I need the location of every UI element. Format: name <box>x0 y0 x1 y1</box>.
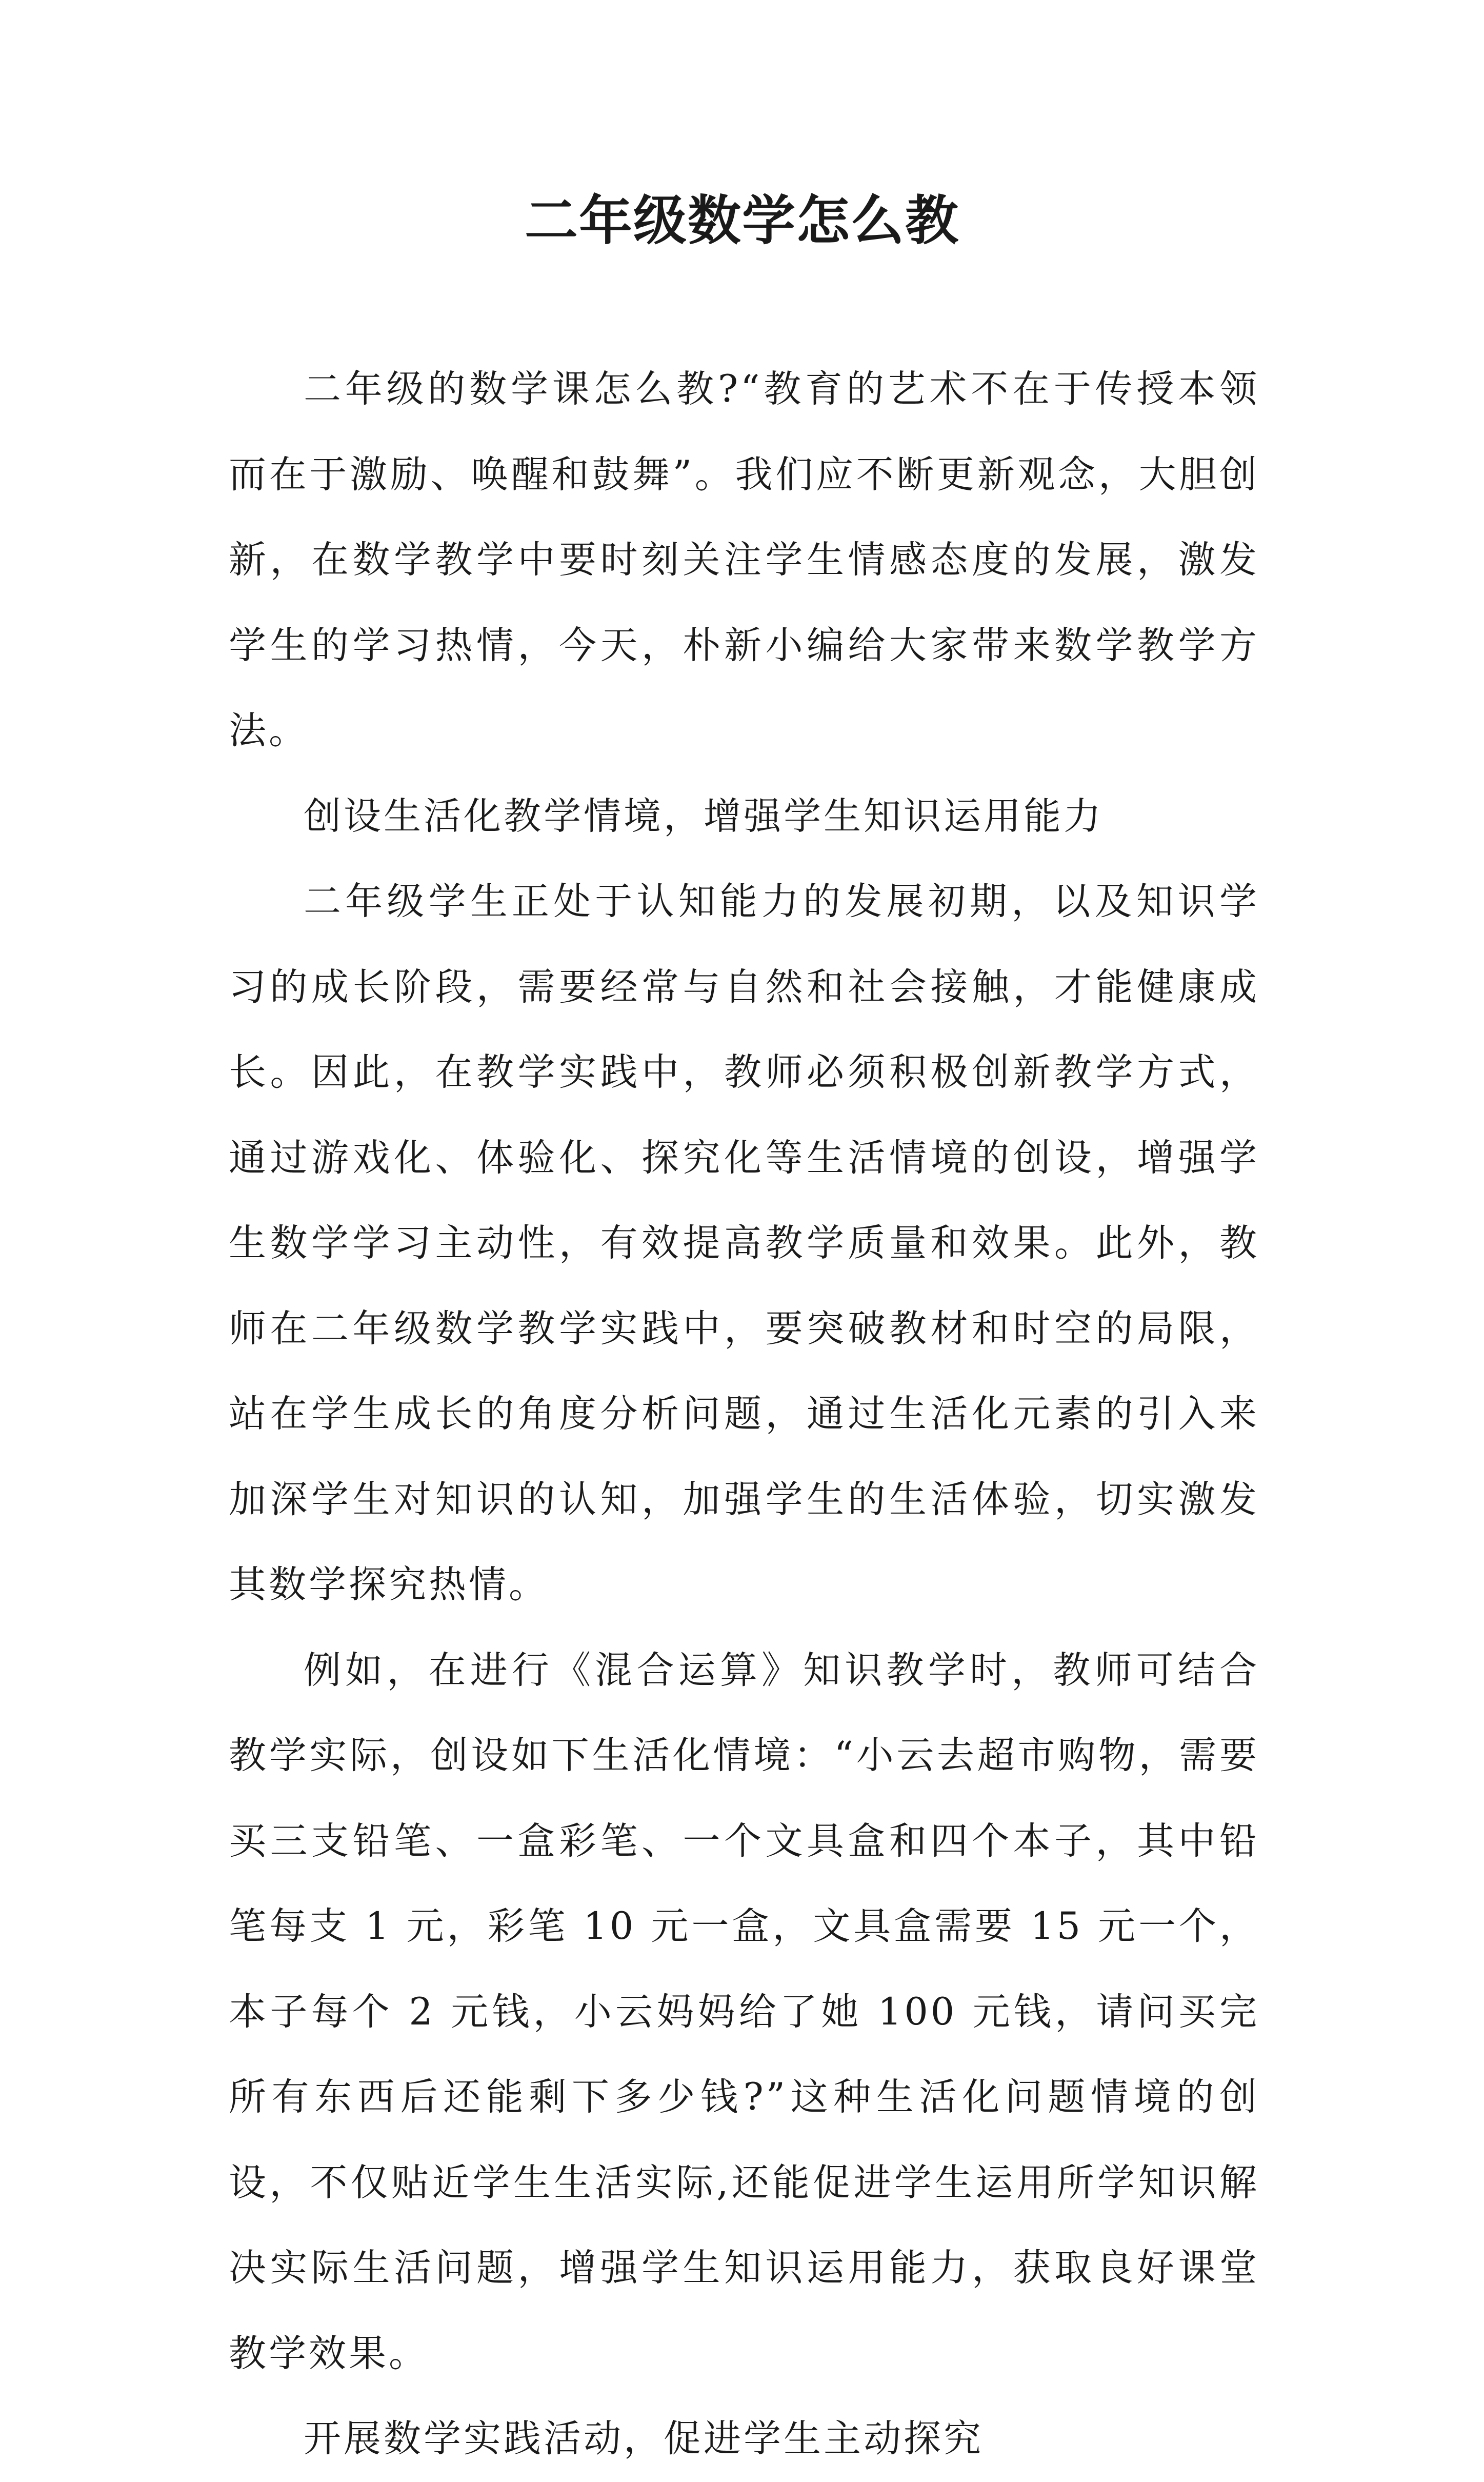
document-body <box>229 347 1259 2482</box>
paragraph-example: 例如，在进行《混合运算》知识教学时，教师可结合教学实际，创设如下生活化情境：“小云去超市购物，需要买三支铅笔、一盒彩笔、一个文具盒和四个本子，其中铅笔每支 1 元，彩笔 10 元一盒，文具盒需要 15 元一个，本子每个 2 元钱，小云妈妈给了她 100 元钱，请问买完所有东西后还能剩下多少钱?”这种生活化问题情境的创设，不仅贴近学生生活实际,还能促进学生运用所学知识解决实际生活问题，增强学生知识运用能力，获取良好课堂教学效果。 <box>229 1648 1259 2375</box>
paragraph-life-context: 二年级学生正处于认知能力的发展初期，以及知识学习的成长阶段，需要经常与自然和社会接触，才能健康成长。因此，在教学实践中，教师必须积极创新教学方式，通过游戏化、体验化、探究化等生活情境的创设，增强学生数学学习主动性，有效提高教学质量和效果。此外，教师在二年级数学教学实践中，要突破教材和时空的局限，站在学生成长的角度分析问题，通过生活化元素的引入来加深学生对知识的认知，加强学生的生活体验，切实激发其数学探究热情。 <box>229 880 1259 1606</box>
paragraph-intro: 二年级的数学课怎么教?“教育的艺术不在于传授本领而在于激励、唤醒和鼓舞”。我们应不断更新观念，大胆创新，在数学教学中要时刻关注学生情感态度的发展，激发学生的学习热情，今天，朴新小编给大家带来数学教学方法。 <box>229 367 1259 752</box>
section-heading-life-context: 创设生活化教学情境，增强学生知识运用能力 <box>304 794 1104 838</box>
document-title: 二年级数学怎么教 <box>524 189 959 252</box>
section-heading-practice: 开展数学实践活动，促进学生主动探究 <box>304 2417 984 2460</box>
